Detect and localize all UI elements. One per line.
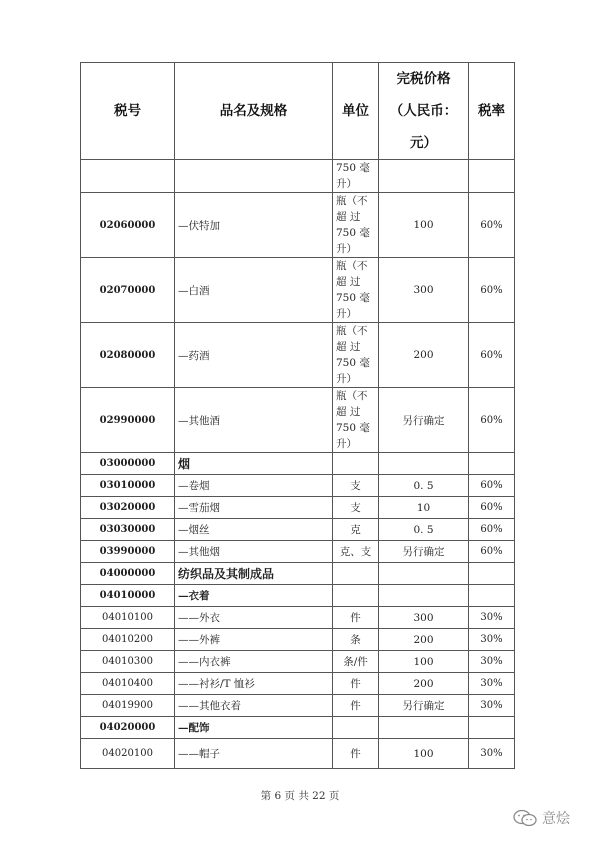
cell-code: 04010300 [81,651,175,673]
header-dutiable-price [379,63,469,160]
cell-code: 02990000 [81,388,175,453]
cell-name: —白酒 [175,258,333,323]
table-row-category [81,563,515,585]
cell-name: ——外裤 [175,629,333,651]
cell-name: ——衬衫/T 恤衫 [175,673,333,695]
table-header-row [81,63,515,160]
cell-code: 02070000 [81,258,175,323]
cell-code: 03990000 [81,541,175,563]
table-row [81,193,515,258]
table-row [81,541,515,563]
table-row [81,519,515,541]
unit-line: 750 毫 [336,292,370,304]
cell-name [175,160,333,193]
table-row [81,629,515,651]
cell-price [379,453,469,475]
unit-line: 750 毫 [336,357,370,369]
page-number-footer: 第 6 页 共 22 页 [260,790,340,802]
table-row-subcategory [81,585,515,607]
cell-rate: 30% [469,651,515,673]
cell-rate: 30% [469,629,515,651]
cell-unit: 条 [333,629,379,651]
header-unit: 单位 [333,63,379,160]
table-row [81,673,515,695]
cell-name: ——帽子 [175,739,333,769]
cell-unit [333,717,379,739]
cell-unit [333,453,379,475]
unit-line: 750 毫 [336,227,370,239]
cell-code: 04000000 [81,563,175,585]
unit-line: 超 过 [336,341,361,353]
table-row [81,607,515,629]
cell-name: 烟 [175,453,333,475]
unit-line: 瓶（不 [336,260,368,272]
unit-line: 升） [336,243,357,255]
unit-line: 升） [336,373,357,385]
cell-name: —烟丝 [175,519,333,541]
cell-name: 纺织品及其制成品 [175,563,333,585]
cell-rate: 30% [469,695,515,717]
table-row [81,651,515,673]
cell-code: 04010200 [81,629,175,651]
cell-code: 02080000 [81,323,175,388]
cell-unit [333,563,379,585]
table-row-subcategory [81,717,515,739]
table-row-category [81,453,515,475]
cell-rate: 60% [469,258,515,323]
cell-rate: 30% [469,607,515,629]
cell-rate: 60% [469,323,515,388]
cell-price: 0. 5 [379,475,469,497]
cell-rate [469,585,515,607]
cell-name: ——内衣裤 [175,651,333,673]
cell-rate: 60% [469,475,515,497]
cell-code: 03030000 [81,519,175,541]
cell-unit [333,160,379,193]
header-price-line-1: 完税价格 [396,71,451,87]
cell-price: 10 [379,497,469,519]
cell-name: —卷烟 [175,475,333,497]
cell-code [81,160,175,193]
table-row [81,323,515,388]
cell-unit: 件 [333,673,379,695]
cell-unit [333,323,379,388]
header-price-line-3: 元） [410,135,437,151]
unit-line: 升） [336,178,357,190]
cell-price: 200 [379,323,469,388]
cell-price: 另行确定 [379,695,469,717]
unit-line: 升） [336,308,357,320]
header-tax-code: 税号 [81,63,175,160]
cell-rate [469,453,515,475]
cell-unit: 件 [333,739,379,769]
cell-code: 04019900 [81,695,175,717]
cell-price: 100 [379,739,469,769]
cell-price: 200 [379,673,469,695]
table-row-continuation [81,160,515,193]
tariff-table [80,62,515,769]
unit-line: 超 过 [336,276,361,288]
cell-name: —伏特加 [175,193,333,258]
cell-rate [469,160,515,193]
cell-rate: 60% [469,541,515,563]
cell-price: 200 [379,629,469,651]
unit-line: 750 毫 [336,162,370,174]
cell-unit [333,388,379,453]
cell-name: —配饰 [175,717,333,739]
unit-line: 瓶（不 [336,390,368,402]
cell-price [379,160,469,193]
cell-code: 04010400 [81,673,175,695]
table-row [81,695,515,717]
cell-code: 04020000 [81,717,175,739]
table-row [81,497,515,519]
cell-name: —药酒 [175,323,333,388]
cell-unit [333,585,379,607]
header-item-name: 品名及规格 [175,63,333,160]
cell-price [379,563,469,585]
cell-rate: 60% [469,519,515,541]
cell-code: 03020000 [81,497,175,519]
cell-name: ——其他衣着 [175,695,333,717]
cell-code: 03010000 [81,475,175,497]
cell-price: 300 [379,607,469,629]
watermark-text: 意烩 [542,811,570,827]
unit-line: 750 毫 [336,422,370,434]
cell-unit: 件 [333,607,379,629]
cell-price: 另行确定 [379,541,469,563]
unit-line: 超 过 [336,406,361,418]
cell-unit: 支 [333,497,379,519]
cell-name: —其他酒 [175,388,333,453]
header-tax-rate: 税率 [469,63,515,160]
cell-price: 100 [379,651,469,673]
watermark [512,808,570,828]
table-row [81,388,515,453]
cell-rate: 60% [469,193,515,258]
cell-unit [333,193,379,258]
cell-rate [469,563,515,585]
cell-rate: 60% [469,497,515,519]
cell-price: 100 [379,193,469,258]
unit-line: 瓶（不 [336,325,368,337]
cell-unit [333,258,379,323]
cell-unit: 克、支 [333,541,379,563]
cell-code: 04010100 [81,607,175,629]
table-row [81,475,515,497]
table-row [81,739,515,769]
cell-unit: 件 [333,695,379,717]
wechat-logo-icon [512,809,538,827]
cell-price: 0. 5 [379,519,469,541]
cell-name: —衣着 [175,585,333,607]
cell-unit: 支 [333,475,379,497]
table-row [81,258,515,323]
cell-code: 02060000 [81,193,175,258]
cell-name: —其他烟 [175,541,333,563]
cell-rate: 30% [469,739,515,769]
unit-line: 瓶（不 [336,195,368,207]
cell-code: 03000000 [81,453,175,475]
cell-price [379,585,469,607]
cell-unit: 克 [333,519,379,541]
cell-unit: 条/件 [333,651,379,673]
unit-line: 升） [336,438,357,450]
cell-price: 另行确定 [379,388,469,453]
cell-rate [469,717,515,739]
cell-code: 04010000 [81,585,175,607]
cell-price [379,717,469,739]
cell-price: 300 [379,258,469,323]
cell-name: ——外衣 [175,607,333,629]
cell-rate: 30% [469,673,515,695]
cell-rate: 60% [469,388,515,453]
header-price-line-2: （人民币： [389,103,458,119]
cell-code: 04020100 [81,739,175,769]
cell-name: —雪茄烟 [175,497,333,519]
unit-line: 超 过 [336,211,361,223]
